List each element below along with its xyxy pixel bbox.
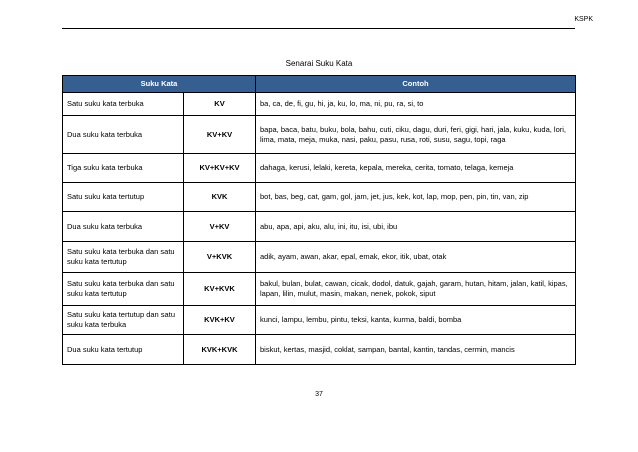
- table-row: [63, 335, 576, 365]
- syllable-type-cell: Satu suku kata terbuka: [63, 93, 184, 116]
- syllable-type-cell: Satu suku kata tertutup dan satu suku kata terbuka: [63, 306, 184, 335]
- examples-cell: adik, ayam, awan, akar, epal, emak, ekor, itik, ubat, otak: [256, 242, 576, 273]
- syllable-pattern-cell: KVK+KV: [184, 306, 256, 335]
- syllable-type-cell: Tiga suku kata terbuka: [63, 154, 184, 183]
- syllable-pattern-cell: KVK+KVK: [184, 335, 256, 365]
- header-suku-kata: Suku Kata: [63, 76, 256, 93]
- syllable-pattern-cell: KV+KVK: [184, 273, 256, 306]
- syllable-pattern-cell: V+KVK: [184, 242, 256, 273]
- document-title: Senarai Suku Kata: [285, 59, 353, 68]
- table-header: [63, 76, 576, 93]
- table-row: [63, 154, 576, 183]
- examples-cell: ba, ca, de, fi, gu, hi, ja, ku, lo, ma, ni, pu, ra, si, to: [256, 93, 576, 116]
- syllable-pattern-cell: KV+KV: [184, 116, 256, 154]
- syllable-pattern-cell: KV+KV+KV: [184, 154, 256, 183]
- header-contoh: Contoh: [256, 76, 576, 93]
- examples-cell: abu, apa, api, aku, alu, ini, itu, isi, ubi, ibu: [256, 212, 576, 242]
- syllable-pattern-cell: KVK: [184, 183, 256, 212]
- examples-cell: bot, bas, beg, cat, gam, gol, jam, jet, jus, kek, kot, lap, mop, pen, pin, tin, van, zip: [256, 183, 576, 212]
- header-label: KSPK: [574, 16, 593, 23]
- table-row: [63, 93, 576, 116]
- table-row: [63, 306, 576, 335]
- header-divider: [62, 28, 575, 29]
- table-row: [63, 242, 576, 273]
- syllable-type-cell: Satu suku kata terbuka dan satu suku kata tertutup: [63, 273, 184, 306]
- syllable-type-cell: Satu suku kata terbuka dan satu suku kata tertutup: [63, 242, 184, 273]
- examples-cell: biskut, kertas, masjid, coklat, sampan, bantal, kantin, tandas, cermin, mancis: [256, 335, 576, 365]
- table-row: [63, 273, 576, 306]
- table-row: [63, 183, 576, 212]
- examples-cell: kunci, lampu, lembu, pintu, teksi, kanta, kurma, baldi, bomba: [256, 306, 576, 335]
- syllable-pattern-cell: V+KV: [184, 212, 256, 242]
- examples-cell: bakul, bulan, bulat, cawan, cicak, dodol, datuk, gajah, garam, hutan, hitam, jalan, katil, kipas, lapan, lilin, mulut, masin, makan, nenek, pokok, siput: [256, 273, 576, 306]
- syllable-type-cell: Satu suku kata tertutup: [63, 183, 184, 212]
- table-row: [63, 212, 576, 242]
- syllable-pattern-cell: KV: [184, 93, 256, 116]
- syllable-type-cell: Dua suku kata terbuka: [63, 116, 184, 154]
- examples-cell: bapa, baca, batu, buku, bola, bahu, cuti, ciku, dagu, duri, feri, gigi, hari, jala, kuku, kuda, lori, lima, mata, meja, muka, nasi, paku, pasu, rusa, roti, susu, sagu, topi, raga: [256, 116, 576, 154]
- syllable-type-cell: Dua suku kata terbuka: [63, 212, 184, 242]
- examples-cell: dahaga, kerusi, lelaki, kereta, kepala, mereka, cerita, tomato, telaga, kemeja: [256, 154, 576, 183]
- page-number: 37: [315, 391, 323, 398]
- syllable-type-cell: Dua suku kata tertutup: [63, 335, 184, 365]
- table-header-row: [63, 76, 576, 93]
- table-body: [63, 93, 576, 365]
- syllable-table: [62, 75, 576, 365]
- table-row: [63, 116, 576, 154]
